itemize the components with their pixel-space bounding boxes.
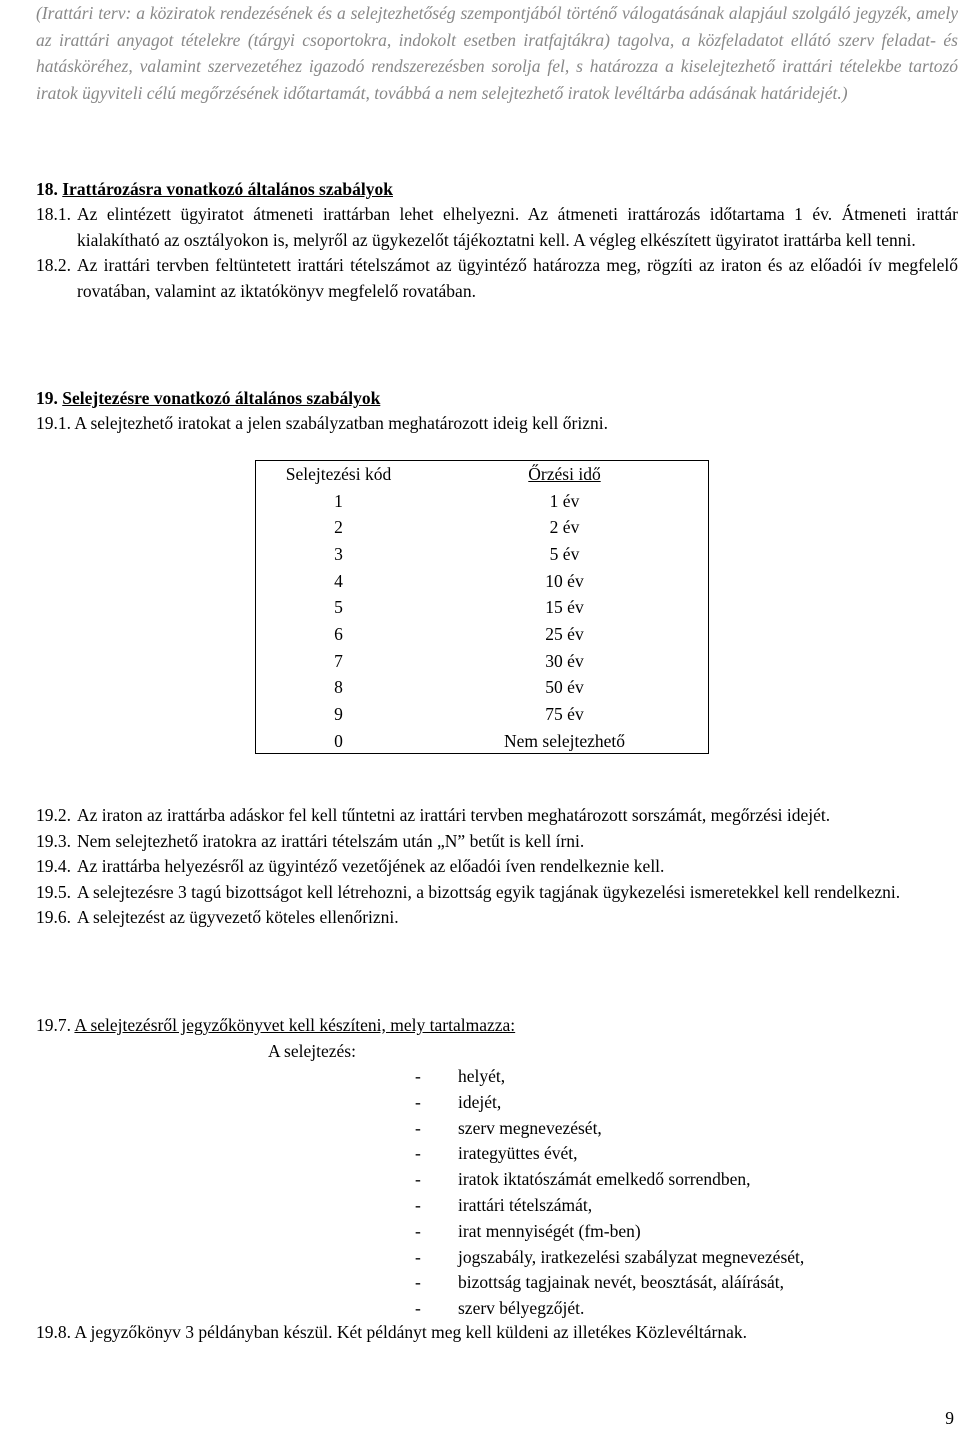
list-item: - helyét,: [415, 1066, 506, 1086]
list-item: - irat mennyiségét (fm-ben): [415, 1220, 641, 1241]
retention-table: [255, 460, 709, 754]
section-19-heading: 19. Selejtezésre vonatkozó általános szabályok: [36, 388, 381, 408]
table-row: 4 10 év: [334, 570, 584, 591]
document-page: [36, 0, 960, 1342]
paragraph-18-2: 18.2. Az irattári tervben feltüntetett irattári tételszámot az ügyintéző határozza meg, rögzíti az iraton és az előadói ív megfelelő rovatában, valamint az iktatókönyv megfelelő rovatában.: [36, 255, 958, 301]
paragraph-19-5: 19.5. A selejtezésre 3 tagú bizottságot kell létrehozni, a bizottság egyik tagjának ügykezelési ismeretekkel kell rendelkezni.: [36, 881, 901, 902]
section-18-heading: 18. Irattározásra vonatkozó általános szabályok: [36, 179, 393, 199]
table-row: 3 5 év: [334, 543, 580, 564]
paragraph-19-8: 19.8. A jegyzőkönyv 3 példányban készül. Két példányt meg kell küldeni az illetékes Közlevéltárnak.: [36, 1322, 747, 1342]
paragraph-19-2: 19.2. Az iraton az irattárba adáskor fel kell tűntetni az irattári tervben meghatározott sorszámát, megőrzési idejét.: [36, 805, 831, 825]
paragraph-19-6: 19.6. A selejtezést az ügyvezető köteles ellenőrizni.: [36, 907, 399, 927]
paragraph-19-3: 19.3. Nem selejtezhető iratokra az irattári tételszám után „N” betűt is kell írni.: [36, 830, 585, 851]
table-row: 5 15 év: [334, 597, 584, 618]
list-item: - idejét,: [415, 1091, 502, 1112]
paragraph-19-1: 19.1. A selejtezhető iratokat a jelen szabályzatban meghatározott ideig kell őrizni.: [36, 413, 608, 433]
table-row: 8 50 év: [334, 677, 584, 698]
section-18: [36, 177, 958, 304]
list-item: - szerv bélyegzőjét.: [415, 1298, 585, 1319]
section-19: [36, 386, 958, 437]
list-item: - bizottság tagjainak nevét, beosztását, aláírását,: [415, 1272, 785, 1293]
table-row: 7 30 év: [334, 650, 584, 671]
list-item: - szerv megnevezését,: [415, 1117, 602, 1138]
table-row: 0 Nem selejtezhető: [334, 730, 625, 751]
protocol-contents-list: [415, 1064, 804, 1322]
list-item: - irattári tételszámát,: [415, 1194, 593, 1215]
irattari-terv-definition: (Irattári terv: a köziratok rendezésének és a selejtezhetőség szempontjából történő válogatásának alapjául szolgáló jegyzék, amely az irattári anyagot tételekre (tárgyi csoportokra, indokolt esetben iratfajtákra) tagolva, a közfeladatot ellátó szerv feladat- és hatásköréhez, valamint szervezetéhez igazodó rendszerezésben sorolja fel, s határozza a kiselejtezhető irattári tételekbe tartozó iratok ügyviteli célú megőrzésének időtartamát, továbbá a nem selejtezhető iratok levéltárba adásának határidejét.): [36, 3, 958, 103]
table-header-row: [256, 461, 708, 488]
list-item: - jogszabály, iratkezelési szabályzat megnevezését,: [415, 1246, 805, 1267]
table-row: 1 1 év: [334, 490, 580, 511]
page-number: 9: [945, 1408, 954, 1428]
list-item: - iratok iktatószámát emelkedő sorrendben,: [415, 1169, 751, 1190]
paragraphs-19-2-to-19-6: [36, 803, 958, 931]
paragraph-19-7: 19.7. A selejtezésről jegyzőkönyvet kell készíteni, mely tartalmazza:: [36, 1015, 516, 1035]
table-row: 9 75 év: [334, 704, 584, 725]
header-orzesi-ido: Őrzési idő: [528, 463, 601, 484]
table-row: 6 25 év: [334, 623, 584, 644]
paragraph-19-4: 19.4. Az irattárba helyezésről az ügyintéző vezetőjének az előadói íven rendelkeznie kell.: [36, 856, 665, 876]
list-item: - irategyüttes évét,: [415, 1143, 578, 1164]
header-selejtezesi-kod: Selejtezési kód: [285, 463, 392, 484]
list-intro: A selejtezés:: [268, 1041, 356, 1061]
paragraph-18-1: 18.1. Az elintézett ügyiratot átmeneti irattárban lehet elhelyezni. Az átmeneti irattározás időtartama 1 év. Átmeneti irattár kialakítható az osztályokon is, melyről az ügykezelőt tájékoztatni kell. A végleg elkészített ügyiratot irattárba kell tenni.: [36, 204, 958, 250]
table-row: 2 2 év: [334, 517, 580, 538]
